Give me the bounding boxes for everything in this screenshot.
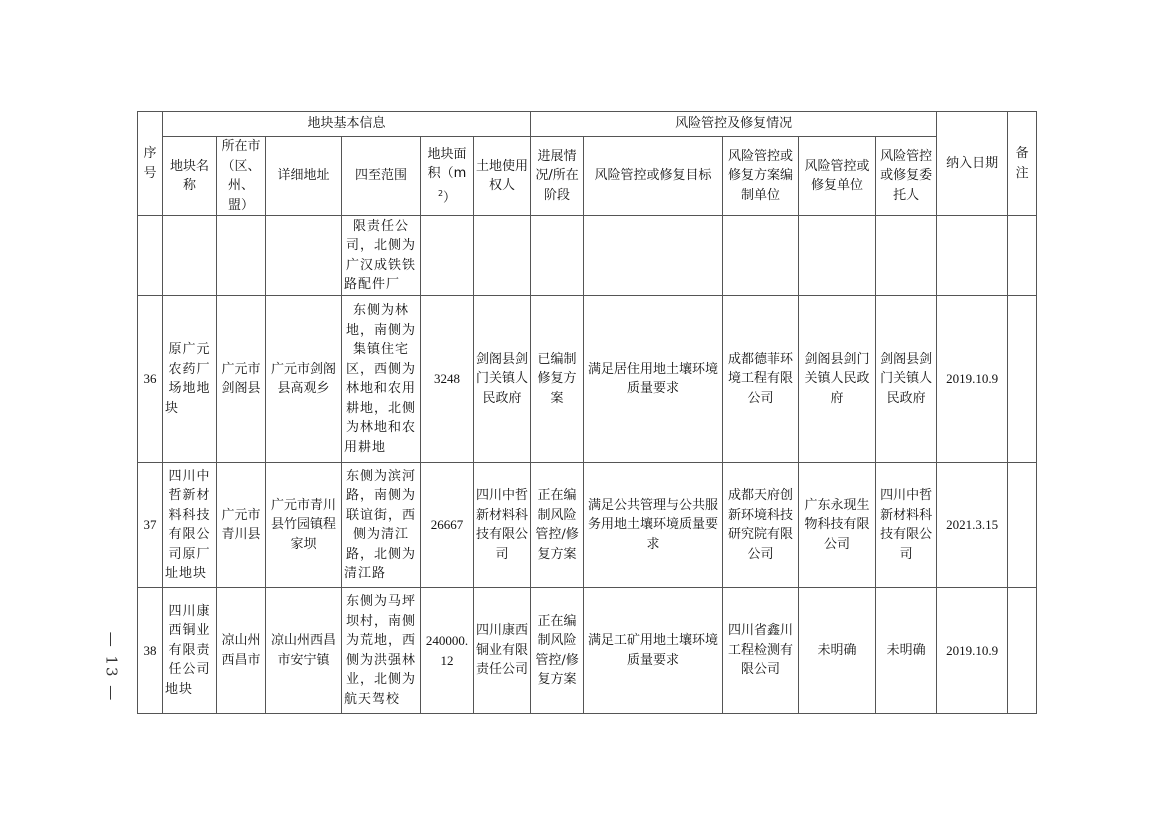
- cell-area: 26667: [421, 463, 474, 588]
- cell-progress: 正在编制风险管控/修复方案: [531, 588, 584, 714]
- header-date: 纳入日期: [937, 112, 1008, 216]
- page-number: [96, 622, 126, 712]
- cell-date: 2019.10.9: [937, 296, 1008, 463]
- cell-city: 广元市青川县: [217, 463, 266, 588]
- cell-address: 凉山州西昌市安宁镇: [266, 588, 342, 714]
- cell-address: [266, 216, 342, 296]
- cell-land-user: 四川中哲新材料科技有限公司: [474, 463, 531, 588]
- header-goal: 风险管控或修复目标: [584, 137, 723, 216]
- cell-name: [163, 216, 217, 296]
- cell-goal: 满足公共管理与公共服务用地土壤环境质量要求: [584, 463, 723, 588]
- cell-plan-unit: 成都德菲环境工程有限公司: [723, 296, 799, 463]
- cell-progress: 已编制修复方案: [531, 296, 584, 463]
- header-land-user: 土地使用权人: [474, 137, 531, 216]
- cell-land-user: [474, 216, 531, 296]
- header-area-label: 地块面积（m: [427, 146, 467, 182]
- cell-goal: [584, 216, 723, 296]
- header-repair-unit: 风险管控或修复单位: [799, 137, 876, 216]
- header-plan-unit: 风险管控或修复方案编制单位: [723, 137, 799, 216]
- cell-land-user: 剑阁县剑门关镇人民政府: [474, 296, 531, 463]
- header-index: 序号: [138, 112, 163, 216]
- cell-repair-unit: 剑阁县剑门关镇人民政府: [799, 296, 876, 463]
- cell-name: 四川中哲新材料科技有限公司原厂址地块: [163, 463, 217, 588]
- header-boundary: 四至范围: [342, 137, 421, 216]
- cell-plan-unit: 成都天府创新环境科技研究院有限公司: [723, 463, 799, 588]
- table-row: [138, 463, 1037, 588]
- cell-goal: 满足工矿用地土壤环境质量要求: [584, 588, 723, 714]
- cell-remark: [1008, 588, 1037, 714]
- cell-boundary: 东侧为林地，南侧为集镇住宅区，西侧为林地和农用耕地，北侧为林地和农用耕地: [342, 296, 421, 463]
- cell-name: 四川康西铜业有限责任公司地块: [163, 588, 217, 714]
- cell-client: 未明确: [876, 588, 937, 714]
- cell-client: 剑阁县剑门关镇人民政府: [876, 296, 937, 463]
- table-row: [138, 588, 1037, 714]
- contaminated-sites-table: [137, 111, 1037, 714]
- table-row: [138, 296, 1037, 463]
- cell-remark: [1008, 296, 1037, 463]
- header-client: 风险管控或修复委托人: [876, 137, 937, 216]
- header-group-risk-control: 风险管控及修复情况: [531, 112, 937, 137]
- cell-index: 36: [138, 296, 163, 463]
- header-remark: 备注: [1008, 112, 1037, 216]
- cell-boundary: 东侧为滨河路，南侧为联谊街，西侧为清江路，北侧为清江路: [342, 463, 421, 588]
- cell-repair-unit: 广东永现生物科技有限公司: [799, 463, 876, 588]
- cell-area: 240000.12: [421, 588, 474, 714]
- cell-name: 原广元农药厂场地地块: [163, 296, 217, 463]
- header-address: 详细地址: [266, 137, 342, 216]
- table-row: [138, 216, 1037, 296]
- header-name: 地块名称: [163, 137, 217, 216]
- cell-remark: [1008, 216, 1037, 296]
- cell-index: 37: [138, 463, 163, 588]
- cell-date: 2021.3.15: [937, 463, 1008, 588]
- cell-repair-unit: 未明确: [799, 588, 876, 714]
- cell-plan-unit: 四川省鑫川工程检测有限公司: [723, 588, 799, 714]
- cell-remark: [1008, 463, 1037, 588]
- cell-date: 2019.10.9: [937, 588, 1008, 714]
- cell-city: [217, 216, 266, 296]
- cell-goal: 满足居住用地土壤环境质量要求: [584, 296, 723, 463]
- cell-boundary: 东侧为马坪坝村，南侧为荒地，西侧为洪强林业，北侧为航天驾校: [342, 588, 421, 714]
- cell-client: 四川中哲新材料科技有限公司: [876, 463, 937, 588]
- header-area: [421, 137, 474, 216]
- cell-index: [138, 216, 163, 296]
- header-area-sup: 2: [437, 188, 444, 198]
- cell-index: 38: [138, 588, 163, 714]
- header-city: 所在市（区、州、盟）: [217, 137, 266, 216]
- header-progress: 进展情况/所在阶段: [531, 137, 584, 216]
- cell-boundary: 限责任公司，北侧为广汉成铁铁路配件厂: [342, 216, 421, 296]
- cell-plan-unit: [723, 216, 799, 296]
- header-area-close: ）: [443, 189, 457, 205]
- cell-address: 广元市剑阁县高观乡: [266, 296, 342, 463]
- header-group-basic-info: 地块基本信息: [163, 112, 531, 137]
- cell-city: 广元市剑阁县: [217, 296, 266, 463]
- cell-city: 凉山州西昌市: [217, 588, 266, 714]
- cell-date: [937, 216, 1008, 296]
- cell-address: 广元市青川县竹园镇程家坝: [266, 463, 342, 588]
- cell-client: [876, 216, 937, 296]
- cell-land-user: 四川康西铜业有限责任公司: [474, 588, 531, 714]
- cell-repair-unit: [799, 216, 876, 296]
- cell-area: 3248: [421, 296, 474, 463]
- cell-progress: [531, 216, 584, 296]
- page-number-text: — 13 —: [102, 631, 120, 703]
- cell-progress: 正在编制风险管控/修复方案: [531, 463, 584, 588]
- cell-area: [421, 216, 474, 296]
